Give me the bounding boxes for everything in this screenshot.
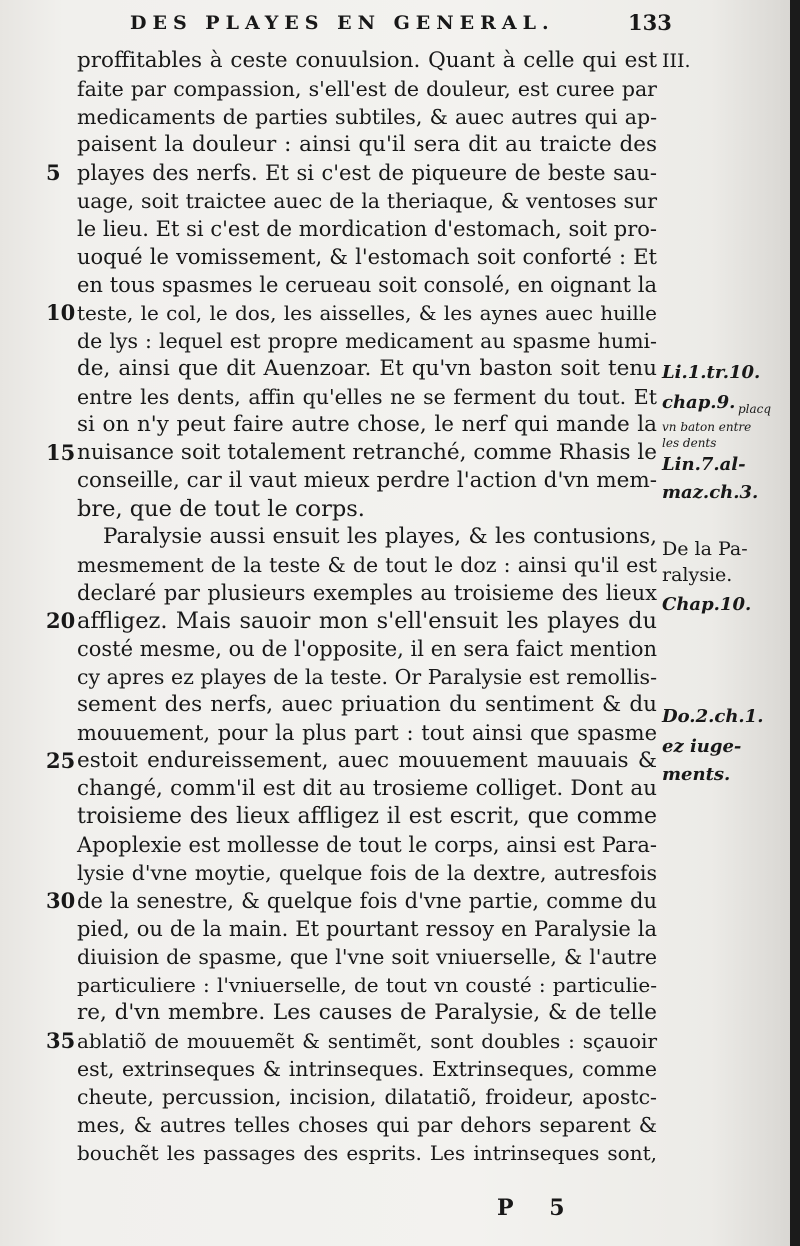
text-line: particuliere : l'vniuerselle, de tout vn cousté : particulie- bbox=[77, 973, 657, 997]
margin-note: Chap.10. bbox=[662, 594, 752, 615]
text-line: pied, ou de la main. Et pourtant ressoy en Paralysie la bbox=[77, 917, 657, 941]
text-line: cy apres ez playes de la teste. Or Paralysie est remollis- bbox=[77, 665, 657, 689]
margin-note: Do.2.ch.1. bbox=[662, 706, 764, 727]
margin-note: De la Pa- bbox=[662, 538, 748, 560]
line-number: 30 bbox=[46, 888, 76, 913]
text-line: mesmement de la teste & de tout le doz : ainsi qu'il est bbox=[77, 553, 657, 577]
page-number: 133 bbox=[628, 10, 672, 35]
text-line: changé, comm'il est dit au trosieme colliget. Dont au bbox=[77, 776, 657, 801]
line-number: 35 bbox=[46, 1028, 76, 1053]
margin-note: ralysie. bbox=[662, 564, 733, 586]
text-line: mes, & autres telles choses qui par dehors separent & bbox=[77, 1113, 657, 1137]
text-line: le lieu. Et si c'est de mordication d'estomach, soit pro- bbox=[77, 217, 657, 241]
text-line: paisent la douleur : ainsi qu'il sera dit au traicte des bbox=[77, 132, 657, 157]
text-line: cheute, percussion, incision, dilatatiõ, froideur, apostc- bbox=[77, 1085, 657, 1109]
text-line: costé mesme, ou de l'opposite, il en sera faict mention bbox=[77, 637, 657, 661]
text-line: diuision de spasme, que l'vne soit vniuerselle, & l'autre bbox=[77, 945, 657, 969]
signature-mark: P 5 bbox=[497, 1195, 579, 1221]
margin-note: III. bbox=[662, 50, 691, 72]
text-line: medicaments de parties subtiles, & auec autres qui ap- bbox=[77, 105, 657, 129]
text-line: playes des nerfs. Et si c'est de piqueure de beste sau- bbox=[77, 161, 657, 185]
margin-note: ments. bbox=[662, 764, 731, 785]
text-line: entre les dents, affin qu'elles ne se ferment du tout. Et bbox=[77, 385, 657, 409]
text-line: declaré par plusieurs exemples au troisieme des lieux bbox=[77, 581, 657, 605]
text-line: bouchẽt les passages des esprits. Les intrinseques sont, bbox=[77, 1141, 657, 1165]
text-line: proffitables à ceste conuulsion. Quant à celle qui est bbox=[77, 48, 657, 73]
margin-note: Li.1.tr.10. bbox=[662, 362, 761, 383]
line-number: 20 bbox=[46, 608, 76, 633]
margin-note: maz.ch.3. bbox=[662, 482, 759, 503]
text-line: re, d'vn membre. Les causes de Paralysie, & de telle bbox=[77, 1000, 657, 1025]
text-line: sement des nerfs, auec priuation du sentiment & du bbox=[77, 692, 657, 717]
line-number: 5 bbox=[46, 160, 61, 185]
text-line: troisieme des lieux affligez il est escrit, que comme bbox=[77, 804, 657, 829]
text-line: de la senestre, & quelque fois d'vne partie, comme du bbox=[77, 889, 657, 913]
line-number: 25 bbox=[46, 748, 76, 773]
text-line: de lys : lequel est propre medicament au spasme humi- bbox=[77, 329, 657, 353]
text-line: est, extrinseques & intrinseques. Extrinseques, comme bbox=[77, 1057, 657, 1081]
text-line: bre, que de tout le corps. bbox=[77, 496, 365, 522]
margin-note: les dents bbox=[662, 436, 717, 450]
text-line: ablatiõ de mouuemẽt & sentimẽt, sont doubles : sçauoir bbox=[77, 1029, 657, 1053]
text-line: affligez. Mais sauoir mon s'ell'ensuit les playes du bbox=[77, 608, 657, 634]
margin-note: vn baton entre bbox=[662, 420, 752, 434]
text-line: uage, soit traictee auec de la theriaque, & ventoses sur bbox=[77, 189, 657, 213]
margin-note: placq bbox=[738, 402, 772, 416]
margin-note: chap.9. bbox=[662, 392, 736, 413]
text-line: Paralysie aussi ensuit les playes, & les contusions, bbox=[103, 524, 657, 549]
running-head: DES PLAYES EN GENERAL. bbox=[130, 12, 555, 34]
text-line: mouuement, pour la plus part : tout ainsi que spasme bbox=[77, 721, 657, 745]
text-line: si on n'y peut faire autre chose, le nerf qui mande la bbox=[77, 412, 657, 437]
line-number: 10 bbox=[46, 300, 76, 325]
text-line: de, ainsi que dit Auenzoar. Et qu'vn baston soit tenu bbox=[77, 356, 657, 381]
text-line: lysie d'vne moytie, quelque fois de la dextre, autresfois bbox=[77, 861, 657, 885]
text-line: Apoplexie est mollesse de tout le corps, ainsi est Para- bbox=[77, 833, 657, 857]
text-line: nuisance soit totalement retranché, comme Rhasis le bbox=[77, 440, 657, 465]
text-line: conseille, car il vaut mieux perdre l'action d'vn mem- bbox=[77, 468, 657, 493]
margin-note: Lin.7.al- bbox=[662, 454, 746, 475]
text-line: uoqué le vomissement, & l'estomach soit conforté : Et bbox=[77, 245, 657, 269]
text-line: en tous spasmes le cerueau soit consolé, en oignant la bbox=[77, 273, 657, 297]
text-line: teste, le col, le dos, les aisselles, & les aynes auec huille bbox=[77, 301, 657, 325]
text-line: estoit endureissement, auec mouuement mauuais & bbox=[77, 748, 657, 773]
text-line: faite par compassion, s'ell'est de douleur, est curee par bbox=[77, 77, 657, 101]
line-number: 15 bbox=[46, 440, 76, 465]
margin-note: ez iuge- bbox=[662, 736, 742, 757]
page-edge-shadow bbox=[790, 0, 800, 1246]
